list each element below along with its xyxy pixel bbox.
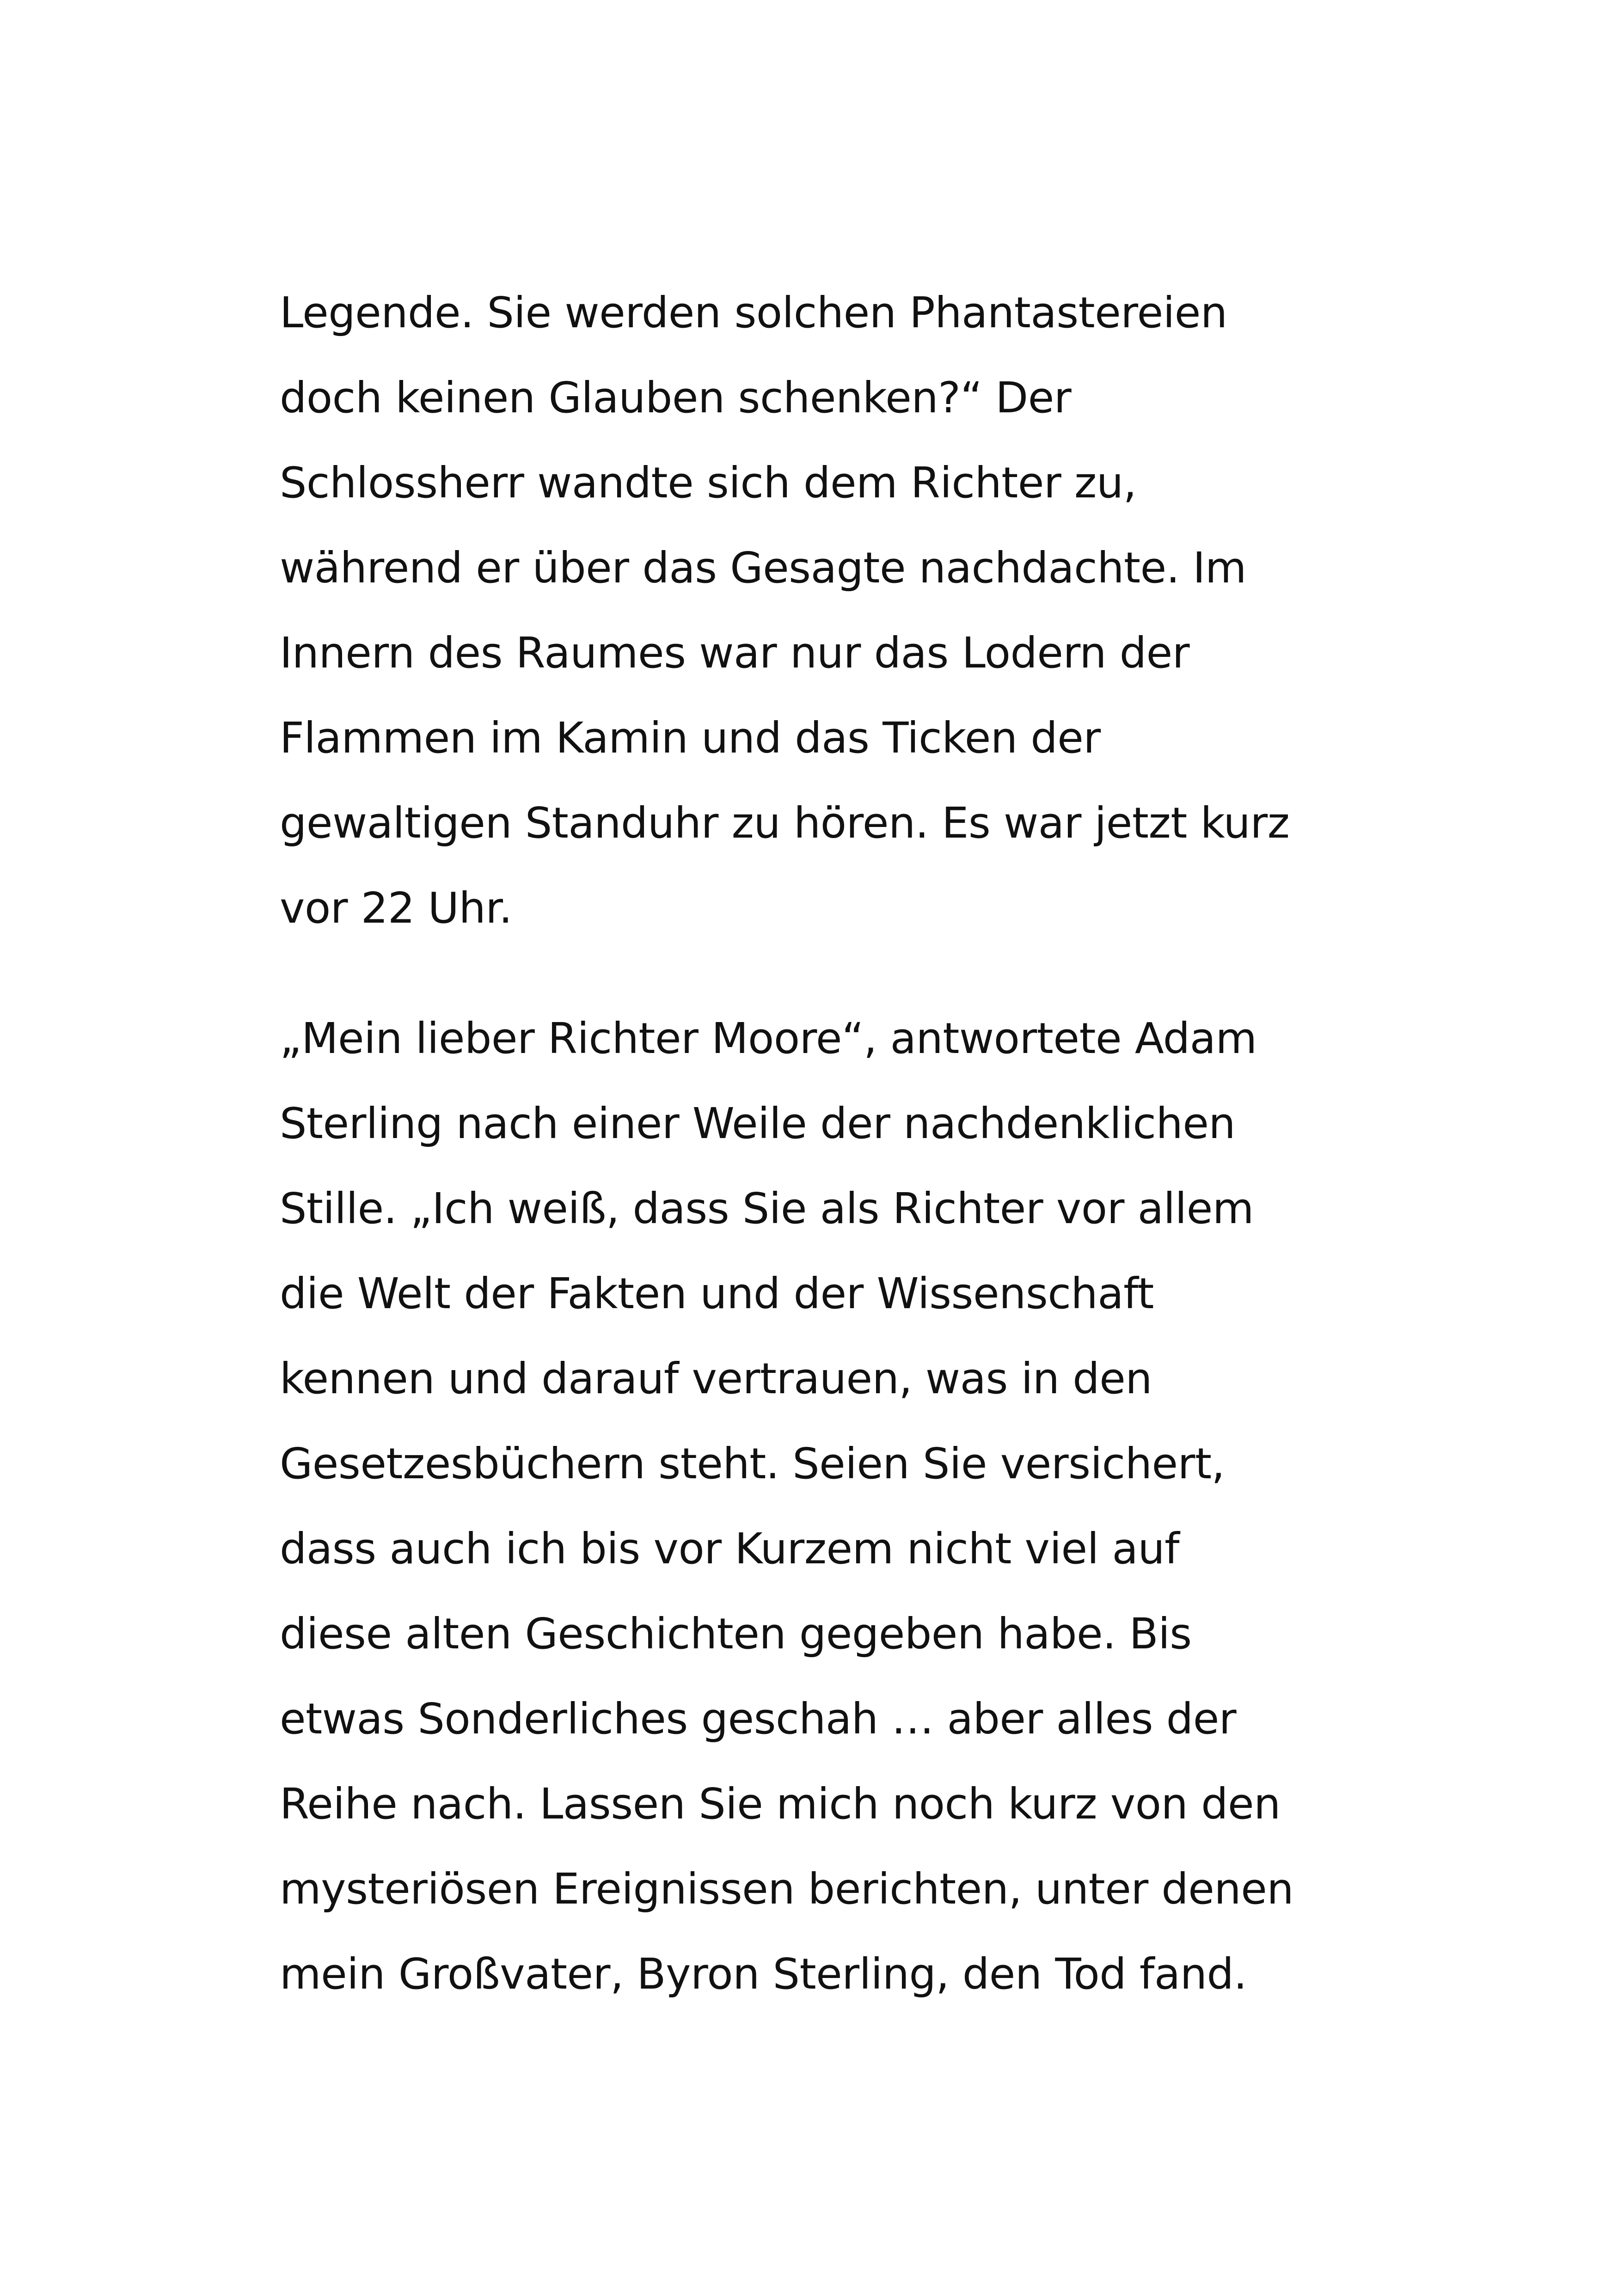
paragraph-2 — [280, 996, 1408, 2017]
text-line: während er über das Gesagte nachdachte. Im — [280, 543, 1246, 593]
text-line: die Welt der Fakten und der Wissenschaft — [280, 1269, 1154, 1318]
text-line: Legende. Sie werden solchen Phantastereien — [280, 288, 1227, 337]
text-line: „Mein lieber Richter Moore“, antwortete Adam — [280, 1014, 1257, 1063]
text-line: vor 22 Uhr. — [280, 883, 512, 933]
text-line: Stille. „Ich weiß, dass Sie als Richter vor allem — [280, 1184, 1254, 1233]
text-line: kennen und darauf vertrauen, was in den — [280, 1354, 1152, 1403]
text-line: gewaltigen Standuhr zu hören. Es war jetzt kurz — [280, 798, 1290, 848]
text-line: Sterling nach einer Weile der nachdenklichen — [280, 1099, 1236, 1148]
text-line: dass auch ich bis vor Kurzem nicht viel auf — [280, 1524, 1180, 1574]
text-line: etwas Sonderliches geschah … aber alles der — [280, 1694, 1237, 1744]
paragraph-1 — [280, 270, 1408, 951]
text-line: doch keinen Glauben schenken?“ Der — [280, 373, 1072, 422]
text-line: Innern des Raumes war nur das Lodern der — [280, 628, 1190, 678]
text-line: mein Großvater, Byron Sterling, den Tod fand. — [280, 1949, 1247, 1999]
text-line: mysteriösen Ereignissen berichten, unter denen — [280, 1864, 1294, 1914]
text-line: diese alten Geschichten gegeben habe. Bis — [280, 1609, 1192, 1659]
text-line: Schlossherr wandte sich dem Richter zu, — [280, 458, 1137, 508]
text-line: Reihe nach. Lassen Sie mich noch kurz von den — [280, 1779, 1281, 1829]
text-line: Gesetzesbüchern steht. Seien Sie versichert, — [280, 1439, 1225, 1488]
text-line: Flammen im Kamin und das Ticken der — [280, 713, 1101, 763]
